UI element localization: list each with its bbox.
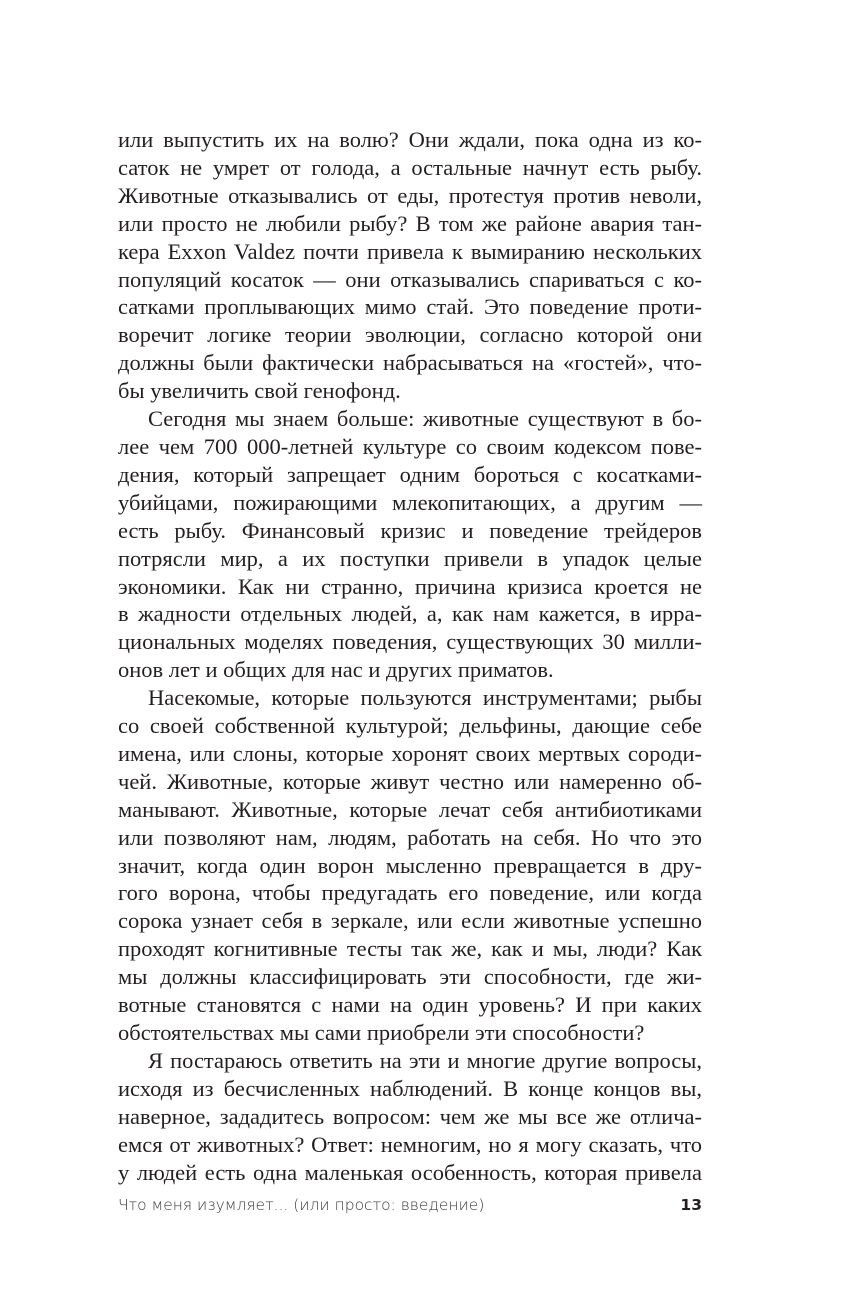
text-line: или просто не любили рыбу? В том же районе авария тан- bbox=[118, 210, 702, 236]
text-line: у людей есть одна маленькая особенность, которая привела bbox=[118, 1159, 702, 1185]
text-line: вотные становятся с нами на один уровень? И при каких bbox=[118, 992, 702, 1018]
text-line: Насекомые, которые пользуются инструментами; рыбы bbox=[148, 685, 702, 711]
text-line: манывают. Животные, которые лечат себя антибиотиками bbox=[118, 796, 702, 822]
text-line: в жадности отдельных людей, а, как нам кажется, в ирра- bbox=[118, 601, 702, 627]
text-line: убийцами, пожирающими млекопитающих, а другим — bbox=[118, 489, 702, 515]
text-line: гого ворона, чтобы предугадать его поведение, или когда bbox=[118, 880, 702, 906]
text-line: бы увеличить свой генофонд. bbox=[118, 378, 401, 404]
paragraph bbox=[118, 126, 702, 405]
page-footer bbox=[118, 1196, 702, 1214]
text-line: сатками проплывающих мимо стай. Это поведение проти- bbox=[118, 294, 702, 320]
text-line: экономики. Как ни странно, причина кризиса кроется не bbox=[118, 573, 702, 599]
text-line: кера Exxon Valdez почти привела к вымиранию нескольких bbox=[118, 238, 702, 264]
text-line: или выпустить их на волю? Они ждали, пока одна из ко- bbox=[118, 127, 702, 152]
text-line: проходят когнитивные тесты так же, как и мы, люди? Как bbox=[118, 936, 702, 962]
text-line: дения, который запрещает одним бороться с косатками- bbox=[118, 461, 702, 487]
text-line: онов лет и общих для нас и других приматов. bbox=[118, 657, 554, 683]
text-line: саток не умрет от голода, а остальные начнут есть рыбу. bbox=[118, 154, 702, 180]
body-text bbox=[118, 126, 702, 1186]
text-line: наверное, зададитесь вопросом: чем же мы все же отлича- bbox=[118, 1103, 702, 1129]
page-number: 13 bbox=[680, 1196, 702, 1214]
text-line: или позволяют нам, людям, работать на себя. Но что это bbox=[118, 824, 702, 850]
text-line: имена, или слоны, которые хоронят своих мертвых сороди- bbox=[118, 740, 702, 766]
text-line: обстоятельствах мы сами приобрели эти способности? bbox=[118, 1020, 645, 1045]
text-line: популяций косаток — они отказывались спариваться с ко- bbox=[118, 266, 702, 292]
text-line: лее чем 700 000-летней культуре со своим кодексом пове- bbox=[118, 433, 702, 459]
text-line: со своей собственной культурой; дельфины, дающие себе bbox=[118, 713, 702, 739]
text-line: есть рыбу. Финансовый кризис и поведение трейдеров bbox=[118, 517, 702, 543]
text-line: Животные отказывались от еды, протестуя против неволи, bbox=[118, 182, 702, 208]
text-line: циональных моделях поведения, существующих 30 милли- bbox=[118, 629, 702, 655]
text-line: исходя из бесчисленных наблюдений. В конце концов вы, bbox=[118, 1075, 702, 1101]
text-line: чей. Животные, которые живут честно или намеренно об- bbox=[118, 768, 702, 794]
text-line: потрясли мир, а их поступки привели в упадок целые bbox=[118, 545, 702, 571]
paragraph bbox=[118, 1047, 702, 1187]
text-line: значит, когда один ворон мысленно превращается в дру- bbox=[118, 852, 702, 878]
paragraph bbox=[118, 684, 702, 1047]
text-line: сорока узнает себя в зеркале, или если животные успешно bbox=[118, 908, 702, 934]
running-title: Что меня изумляет... (или просто: введение) bbox=[118, 1196, 485, 1214]
text-line: емся от животных? Ответ: немногим, но я могу сказать, что bbox=[118, 1131, 702, 1157]
text-line: воречит логике теории эволюции, согласно которой они bbox=[118, 322, 702, 348]
text-line: мы должны классифицировать эти способности, где жи- bbox=[118, 964, 702, 990]
text-line: Сегодня мы знаем больше: животные существуют в бо- bbox=[148, 406, 702, 432]
text-line: должны были фактически набрасываться на «гостей», что- bbox=[118, 350, 702, 376]
text-line: Я постараюсь ответить на эти и многие другие вопросы, bbox=[148, 1047, 702, 1073]
paragraph bbox=[118, 405, 702, 684]
